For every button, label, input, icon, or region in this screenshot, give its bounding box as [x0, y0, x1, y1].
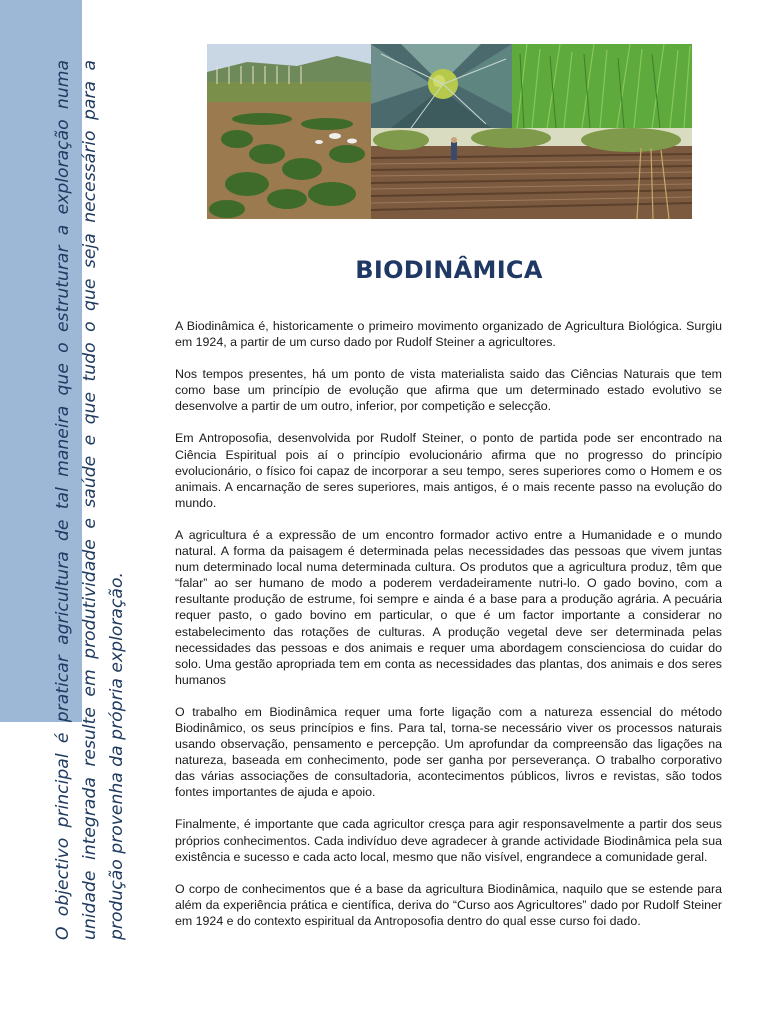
sidebar-quote: O objectivo principal é praticar agricultura de tal maneira que o estruturar a exploração numa unidade integrada resulte em produtividade e saúde e que tudo o que seja necessário para a produção provenha da própria exploração. — [53, 60, 127, 940]
paragraph-knowledge-body: O corpo de conhecimentos que é a base da agricultura Biodinâmica, naquilo que se estende para além da experiência prática e científica, deriva do “Curso aos Agricultores” dado por Rudolf Steiner em 1924 e do contexto espiritual da Antroposofia dentro do qual esse curso foi dado. — [175, 881, 722, 928]
paragraph-intro: A Biodinâmica é, historicamente o primeiro movimento organizado de Agricultura Biológica. Surgiu em 1924, a partir de um curso dado por Rudolf Steiner a agricultores. — [175, 319, 722, 350]
page-title: BIODINÂMICA — [355, 256, 543, 284]
paragraph-materialist-view: Nos tempos presentes, há um ponto de vista materialista saido das Ciências Naturais que tem como base um princípio de evolução que afirma que um determinado estado evolutivo se desenvolve a partir de um outro, inferior, por competição e selecção. — [175, 367, 722, 414]
garden-plots-photo — [207, 44, 371, 219]
paragraph-agriculture: A agricultura é a expressão de um encontro formador activo entre a Humanidade e o mundo natural. A forma da paisagem é determinada pelas necessidades das pessoas que vivem juntas num determinado local numa determinada cultura. Os produtos que a agricultura produz, têm que “falar” ao ser humano de modo a poderem verdadeiramente nutri-lo. O gado bovino, com a resultante produção de estrume, foi sempre e ainda é a base para a produção agrária. A pecuária requer pasto, o gado bovino em particular, o que é um factor importante a considerar no estabelecimento das rotações de culturas. A produção vegetal deve ser determinada pelas necessidades das pessoas e dos animais e requer uma abordagem conscienciosa do cuidar do solo. Uma gestão apropriada tem em conta as necessidades das plantas, dos animais e dos seres humanos — [175, 527, 722, 687]
paragraph-biodynamic-work: O trabalho em Biodinâmica requer uma forte ligação com a natureza essencial do método Biodinâmico, os seus princípios e fins. Para tal, torna-se necessário viver os processos naturais usando observação, pensamento e percepção. Um aprofundar da compreensão das ligações na natureza, baseada em conhecimento, pode ser ganha por perseverança. O trabalho corporativo das várias associações de consultadoria, acontecimentos públicos, livros e revistas, são todos fontes importantes de ajuda e apoio. — [175, 704, 722, 800]
grass-photo — [512, 44, 692, 128]
paragraph-finally: Finalmente, é importante que cada agricultor cresça para agir responsavelmente a partir dos seus próprios conhecimentos. Cada indivíduo deve agradecer à grande actividade Biodinâmica pela sua existência e sucesso e cada acto local, mesmo que não visível, engrandece a comunidade geral. — [175, 817, 722, 864]
plowed-field-photo — [371, 128, 692, 219]
article-body — [175, 318, 722, 945]
paragraph-anthroposophy: Em Antroposofia, desenvolvida por Rudolf Steiner, o ponto de partida pode ser encontrado na Ciência Espiritual pois aí o princípio evolucionário afirma que no progresso do princípio evolucionário, o físico foi capaz de incorporar a seu tempo, seres superiores como o Homem e os animais. A encarnação de seres superiores, mais antigos, é o mais recente passo na evolução do mundo. — [175, 431, 722, 510]
cabbage-photo — [371, 44, 512, 128]
